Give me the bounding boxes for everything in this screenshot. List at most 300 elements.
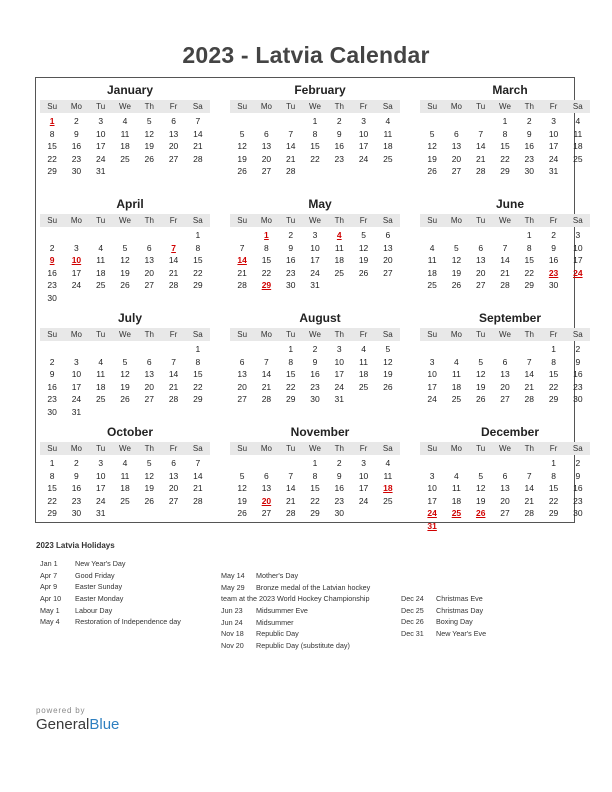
day-cell: 4: [361, 344, 366, 354]
day-cell: 5: [454, 242, 459, 253]
day-cell: 13: [383, 242, 393, 253]
day-cell: 28: [285, 508, 296, 518]
day-cell: 17: [548, 141, 559, 151]
day-cell: 13: [168, 470, 179, 481]
day-cell: 17: [71, 381, 82, 392]
day-cell: 30: [524, 166, 535, 176]
day-cell: 4: [385, 116, 391, 126]
day-cell: 15: [193, 255, 203, 265]
weekday-label: Fr: [359, 216, 368, 225]
day-cell: 27: [168, 153, 179, 164]
holiday-row: [221, 640, 370, 652]
holiday-name: Restoration of Independence day: [75, 617, 181, 627]
weekday-label: Su: [237, 444, 248, 453]
day-cell: 27: [383, 267, 393, 278]
day-cell: 25: [120, 153, 130, 164]
day-cell: 21: [500, 267, 510, 278]
holiday-row: [40, 616, 181, 628]
day-cell: 17: [71, 267, 82, 278]
day-cell: 25: [358, 381, 369, 392]
day-cell: 8: [312, 470, 318, 481]
day-cell: 19: [237, 495, 247, 506]
day-cell: 30: [334, 508, 345, 518]
holiday-date: Dec 25: [401, 605, 424, 615]
day-cell: 28: [475, 166, 486, 176]
day-cell: 27: [475, 280, 486, 290]
weekday-label: Fr: [169, 102, 178, 111]
weekday-header: [230, 214, 400, 227]
weekday-header: [420, 442, 590, 455]
day-cell: 13: [261, 141, 272, 151]
day-cell: 25: [120, 495, 130, 506]
day-cell: 10: [427, 483, 437, 493]
empty-cell: [469, 115, 493, 128]
holiday-day-cell: 29: [261, 280, 272, 290]
day-cell: 28: [261, 394, 272, 404]
day-cell: 5: [239, 128, 245, 139]
empty-cell: [444, 115, 468, 128]
day-cell: 14: [475, 141, 486, 151]
holiday-date: Apr 7: [40, 570, 58, 580]
day-cell: 10: [95, 128, 106, 139]
empty-cell: [137, 229, 161, 242]
weekday-label: Sa: [382, 330, 393, 339]
holiday-day-cell: 4: [336, 230, 342, 240]
day-cell: 5: [122, 242, 128, 253]
day-cell: 22: [193, 381, 203, 392]
day-cell: 3: [429, 356, 435, 367]
holiday-row: [221, 570, 370, 582]
day-cell: 20: [383, 255, 393, 265]
day-cell: 24: [71, 280, 82, 290]
day-cell: 26: [144, 495, 155, 506]
day-cell: 13: [475, 255, 486, 265]
day-cell: 11: [334, 242, 344, 253]
weekday-label: Tu: [476, 330, 486, 339]
day-cell: 19: [237, 153, 247, 164]
day-cell: 9: [336, 470, 342, 481]
day-cell: 27: [144, 280, 155, 290]
empty-cell: [444, 457, 468, 470]
day-cell: 13: [261, 483, 272, 493]
weekday-label: Sa: [572, 330, 583, 339]
day-cell: 11: [359, 356, 368, 367]
weekday-label: Tu: [476, 102, 486, 111]
weekday-label: Su: [237, 102, 248, 111]
day-cell: 26: [427, 166, 437, 176]
weekday-label: We: [119, 330, 131, 339]
weekday-label: Su: [47, 330, 58, 339]
day-cell: 25: [334, 267, 345, 278]
holiday-day-cell: 24: [427, 508, 437, 518]
day-cell: 14: [168, 255, 179, 265]
day-cell: 10: [71, 369, 82, 379]
weekday-label: We: [499, 216, 511, 225]
weekday-label: Tu: [96, 102, 106, 111]
day-cell: 7: [288, 470, 294, 481]
day-cell: 7: [288, 128, 294, 139]
day-cell: 8: [288, 356, 294, 367]
empty-cell: [113, 229, 137, 242]
day-cell: 21: [524, 495, 535, 506]
day-cell: 12: [475, 369, 486, 379]
day-cell: 30: [71, 508, 82, 518]
day-cell: 9: [575, 470, 581, 481]
day-cell: 5: [122, 356, 128, 367]
day-cell: 24: [310, 267, 320, 278]
day-cell: 7: [478, 128, 484, 139]
day-cell: 2: [288, 230, 294, 240]
day-cell: 20: [168, 483, 179, 493]
weekday-label: Sa: [192, 216, 203, 225]
day-cell: 8: [264, 242, 269, 253]
day-cell: 3: [361, 116, 366, 126]
day-cell: 24: [358, 495, 369, 506]
day-cell: 30: [47, 292, 57, 303]
weekday-label: Th: [144, 444, 154, 453]
day-cell: 4: [575, 116, 581, 126]
day-cell: 16: [573, 483, 583, 493]
day-cell: 11: [427, 255, 437, 265]
empty-cell: [493, 457, 517, 470]
day-cell: 12: [358, 242, 369, 253]
weekday-label: Fr: [169, 444, 178, 453]
weekday-label: Su: [427, 444, 438, 453]
day-cell: 21: [285, 153, 296, 164]
day-cell: 28: [168, 280, 179, 290]
holidays-title: 2023 Latvia Holidays: [36, 541, 115, 550]
day-cell: 6: [502, 470, 508, 481]
weekday-header: [420, 100, 590, 113]
day-cell: 18: [358, 369, 369, 379]
day-cell: 9: [312, 356, 318, 367]
day-grid: [40, 115, 210, 178]
day-cell: 1: [312, 458, 318, 468]
day-cell: 1: [502, 116, 508, 126]
day-cell: 7: [526, 470, 532, 481]
weekday-header: [40, 100, 210, 113]
weekday-label: Su: [427, 330, 438, 339]
day-cell: 27: [168, 495, 179, 506]
day-cell: 2: [74, 458, 79, 468]
weekday-label: Mo: [70, 216, 82, 225]
day-cell: 30: [285, 280, 296, 290]
day-cell: 24: [427, 394, 437, 404]
day-cell: 14: [261, 369, 272, 379]
weekday-label: Sa: [192, 102, 203, 111]
day-cell: 1: [526, 230, 532, 240]
holiday-name: New Year's Eve: [436, 629, 487, 639]
day-cell: 27: [261, 508, 272, 518]
weekday-label: Sa: [192, 444, 203, 453]
day-cell: 12: [120, 255, 130, 265]
weekday-header: [40, 442, 210, 455]
day-cell: 1: [312, 116, 318, 126]
day-cell: 25: [451, 394, 462, 404]
month-november: [230, 424, 400, 520]
weekday-label: We: [309, 102, 321, 111]
day-cell: 12: [144, 470, 155, 481]
day-cell: 25: [383, 495, 393, 506]
empty-cell: [254, 115, 278, 128]
day-cell: 15: [193, 369, 203, 379]
day-cell: 23: [334, 495, 345, 506]
day-cell: 28: [193, 153, 203, 164]
day-cell: 25: [383, 153, 393, 164]
weekday-label: Th: [524, 216, 534, 225]
holiday-name: Good Friday: [75, 570, 115, 580]
day-cell: 15: [310, 483, 320, 493]
day-grid: [40, 343, 210, 418]
day-cell: 30: [548, 280, 559, 290]
weekday-label: Tu: [476, 444, 486, 453]
day-cell: 28: [237, 280, 247, 290]
day-cell: 22: [310, 495, 320, 506]
holiday-day-cell: 7: [171, 242, 176, 253]
holiday-date: Dec 31: [401, 629, 424, 639]
empty-cell: [113, 343, 137, 356]
day-cell: 22: [193, 267, 203, 278]
holiday-day-cell: 14: [237, 255, 247, 265]
holiday-row: [401, 616, 486, 628]
day-grid: [420, 229, 590, 292]
day-cell: 20: [237, 381, 247, 392]
day-cell: 13: [144, 369, 155, 379]
weekday-label: Tu: [476, 216, 486, 225]
day-cell: 28: [500, 280, 510, 290]
empty-cell: [40, 343, 64, 356]
day-cell: 29: [524, 280, 535, 290]
day-cell: 31: [95, 166, 106, 176]
weekday-header: [420, 214, 590, 227]
day-cell: 22: [310, 153, 320, 164]
month-february: [230, 82, 400, 178]
weekday-label: We: [309, 444, 321, 453]
day-cell: 18: [383, 141, 393, 151]
day-cell: 29: [193, 280, 203, 290]
holiday-row: [401, 605, 486, 617]
day-cell: 13: [500, 369, 510, 379]
day-cell: 16: [334, 141, 345, 151]
month-name: February: [294, 83, 346, 97]
empty-cell: [279, 115, 303, 128]
day-cell: 22: [548, 381, 559, 392]
day-cell: 29: [285, 394, 296, 404]
holiday-date: May 29: [221, 582, 245, 592]
weekday-label: Su: [47, 216, 58, 225]
day-cell: 15: [500, 141, 510, 151]
day-cell: 14: [500, 255, 510, 265]
day-cell: 3: [361, 458, 366, 468]
day-cell: 19: [120, 267, 130, 278]
empty-cell: [420, 457, 444, 470]
page-title: 2023 - Latvia Calendar: [182, 42, 430, 68]
day-cell: 6: [502, 356, 508, 367]
day-cell: 7: [239, 242, 245, 253]
empty-cell: [254, 343, 278, 356]
holiday-row: [401, 628, 486, 640]
day-cell: 10: [573, 242, 583, 253]
holiday-row: [221, 593, 370, 605]
generalblue-logo[interactable]: [36, 716, 119, 733]
weekday-label: Th: [144, 330, 154, 339]
day-grid: [420, 115, 590, 178]
day-cell: 5: [239, 470, 245, 481]
day-cell: 10: [548, 128, 559, 139]
weekday-label: We: [499, 444, 511, 453]
day-cell: 9: [336, 128, 342, 139]
weekday-label: Fr: [549, 444, 558, 453]
day-cell: 8: [49, 470, 55, 481]
day-cell: 13: [451, 141, 462, 151]
logo-general: General: [36, 716, 90, 733]
weekday-label: Fr: [359, 444, 368, 453]
day-cell: 23: [47, 280, 57, 290]
day-cell: 26: [237, 166, 247, 176]
day-cell: 15: [285, 369, 296, 379]
day-cell: 16: [47, 267, 57, 278]
day-cell: 4: [454, 470, 459, 481]
day-cell: 21: [475, 153, 486, 164]
day-cell: 23: [71, 153, 82, 164]
empty-cell: [230, 115, 254, 128]
day-cell: 18: [451, 381, 462, 392]
holiday-day-cell: 18: [383, 483, 393, 493]
month-january: [40, 82, 210, 178]
day-cell: 2: [575, 344, 581, 354]
weekday-label: Sa: [572, 102, 583, 111]
day-cell: 8: [551, 356, 556, 367]
day-cell: 19: [144, 141, 155, 151]
empty-cell: [64, 229, 88, 242]
day-cell: 5: [146, 458, 152, 468]
day-cell: 11: [452, 369, 461, 379]
day-cell: 21: [168, 381, 179, 392]
day-cell: 12: [144, 128, 155, 139]
day-cell: 26: [120, 394, 130, 404]
month-july: [40, 310, 210, 418]
holiday-column: [40, 558, 181, 628]
day-cell: 1: [288, 344, 294, 354]
day-cell: 29: [47, 166, 57, 176]
empty-cell: [64, 343, 88, 356]
weekday-label: Sa: [382, 444, 393, 453]
weekday-header: [40, 328, 210, 341]
day-cell: 5: [385, 344, 391, 354]
day-cell: 5: [478, 356, 484, 367]
day-cell: 17: [573, 255, 583, 265]
day-cell: 4: [385, 458, 391, 468]
day-cell: 31: [548, 166, 559, 176]
holiday-name: Christmas Eve: [436, 594, 483, 603]
day-cell: 8: [312, 128, 318, 139]
day-cell: 11: [452, 483, 461, 493]
weekday-header: [230, 442, 400, 455]
day-cell: 12: [237, 483, 247, 493]
month-name: September: [478, 311, 542, 325]
weekday-label: Mo: [260, 444, 272, 453]
day-cell: 6: [264, 128, 269, 139]
day-cell: 7: [195, 458, 201, 468]
day-cell: 28: [285, 166, 296, 176]
day-cell: 3: [312, 230, 318, 240]
day-cell: 31: [95, 508, 106, 518]
day-grid: [40, 229, 210, 304]
holiday-row: [40, 605, 181, 617]
holiday-date: Dec 26: [401, 617, 424, 627]
day-cell: 24: [71, 394, 82, 404]
day-cell: 16: [71, 483, 82, 493]
weekday-label: We: [499, 330, 511, 339]
day-cell: 27: [144, 394, 155, 404]
weekday-label: Mo: [260, 216, 272, 225]
day-cell: 30: [71, 166, 82, 176]
day-cell: 18: [334, 255, 345, 265]
weekday-header: [40, 214, 210, 227]
weekday-label: Fr: [549, 216, 558, 225]
day-cell: 27: [451, 166, 462, 176]
day-cell: 16: [334, 483, 345, 493]
day-cell: 5: [429, 128, 435, 139]
day-cell: 24: [358, 153, 369, 164]
day-cell: 21: [524, 381, 535, 392]
day-cell: 6: [239, 356, 245, 367]
weekday-label: Th: [144, 216, 154, 225]
month-name: July: [117, 311, 142, 325]
weekday-label: Su: [47, 444, 58, 453]
day-cell: 28: [193, 495, 203, 506]
day-cell: 4: [98, 356, 104, 367]
month-may: [230, 196, 400, 292]
day-cell: 20: [144, 381, 155, 392]
day-cell: 16: [47, 381, 57, 392]
day-cell: 8: [551, 470, 556, 481]
day-cell: 6: [146, 242, 152, 253]
month-name: November: [290, 425, 350, 439]
month-name: January: [106, 83, 154, 97]
day-cell: 17: [358, 141, 369, 151]
day-cell: 30: [47, 406, 57, 417]
holiday-name: Midsummer Eve: [256, 606, 308, 616]
day-cell: 24: [334, 381, 345, 392]
day-cell: 17: [427, 495, 437, 506]
day-cell: 26: [237, 508, 247, 518]
day-cell: 21: [168, 267, 179, 278]
day-cell: 23: [285, 267, 296, 278]
weekday-label: Su: [427, 102, 438, 111]
day-cell: 31: [334, 394, 345, 404]
day-cell: 7: [526, 356, 532, 367]
day-cell: 9: [74, 470, 79, 481]
holiday-name: Easter Monday: [75, 594, 124, 604]
day-cell: 6: [146, 356, 152, 367]
month-name: August: [299, 311, 341, 325]
day-cell: 16: [310, 369, 320, 379]
empty-cell: [137, 343, 161, 356]
day-cell: 10: [334, 356, 345, 367]
day-cell: 26: [475, 394, 486, 404]
month-name: March: [492, 83, 528, 97]
month-august: [230, 310, 400, 406]
day-cell: 9: [575, 356, 581, 367]
day-cell: 19: [451, 267, 462, 278]
holiday-name: Republic Day (substitute day): [256, 641, 350, 651]
holiday-name: Boxing Day: [436, 617, 473, 627]
day-cell: 15: [47, 483, 57, 493]
weekday-label: Mo: [70, 102, 82, 111]
empty-cell: [40, 229, 64, 242]
holiday-row: [221, 582, 370, 594]
